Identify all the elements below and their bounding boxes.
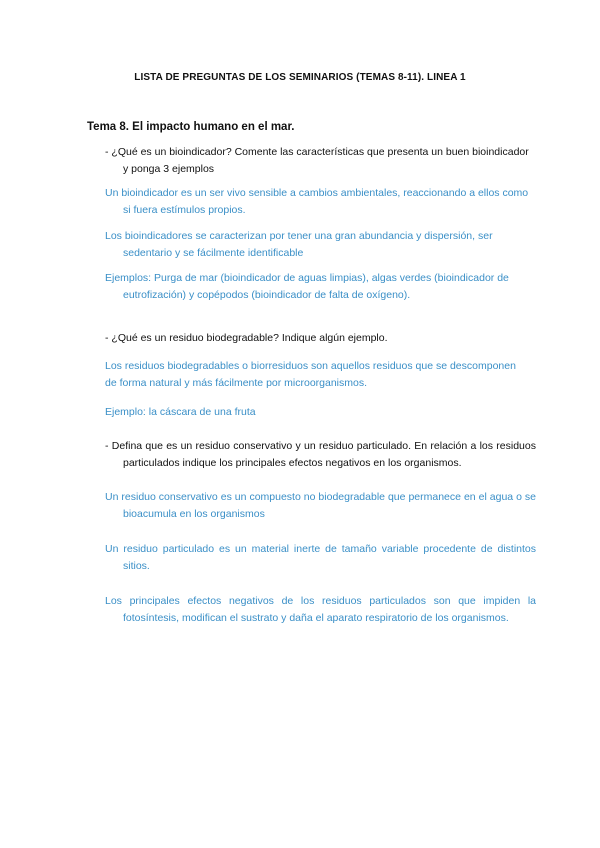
answer-1: Un bioindicador es un ser vivo sensible a cambios ambientales, reaccionando a ellos como si fuera estímulos propios. [105, 187, 529, 216]
document-title: LISTA DE PREGUNTAS DE LOS SEMINARIOS (TEMAS 8-11). LINEA 1 [134, 72, 466, 83]
answer-6: Un residuo conservativo es un compuesto no biodegradable que permanece en el agua o se bioacumula en los organismos [105, 491, 536, 520]
answer-3: Ejemplos: Purga de mar (bioindicador de aguas limpias), algas verdes (bioindicador de eutrofización) y copépodos (bioindicador de falta de oxígeno). [105, 272, 509, 301]
topic-heading: Tema 8. El impacto humano en el mar. [87, 121, 295, 133]
answer-8: Los principales efectos negativos de los residuos particulados son que impiden la fotosíntesis, modifican el sustrato y daña el aparato respiratorio de los organismos. [105, 595, 536, 624]
question-1: - ¿Qué es un bioindicador? Comente las características que presenta un buen bioindicador y ponga 3 ejemplos [105, 146, 529, 175]
answer-4: Los residuos biodegradables o biorresiduos son aquellos residuos que se descomponen de forma natural y más fácilmente por microorganismos. [105, 360, 516, 389]
answer-5: Ejemplo: la cáscara de una fruta [105, 406, 256, 418]
answer-2: Los bioindicadores se caracterizan por tener una gran abundancia y dispersión, ser sedentario y se fácilmente identificable [105, 230, 493, 259]
question-3: - Defina que es un residuo conservativo y un residuo particulado. En relación a los residuos particulados indique los principales efectos negativos en los organismos. [105, 440, 536, 469]
question-2: - ¿Qué es un residuo biodegradable? Indique algún ejemplo. [105, 332, 388, 344]
answer-7: Un residuo particulado es un material inerte de tamaño variable procedente de distintos sitios. [105, 543, 536, 572]
